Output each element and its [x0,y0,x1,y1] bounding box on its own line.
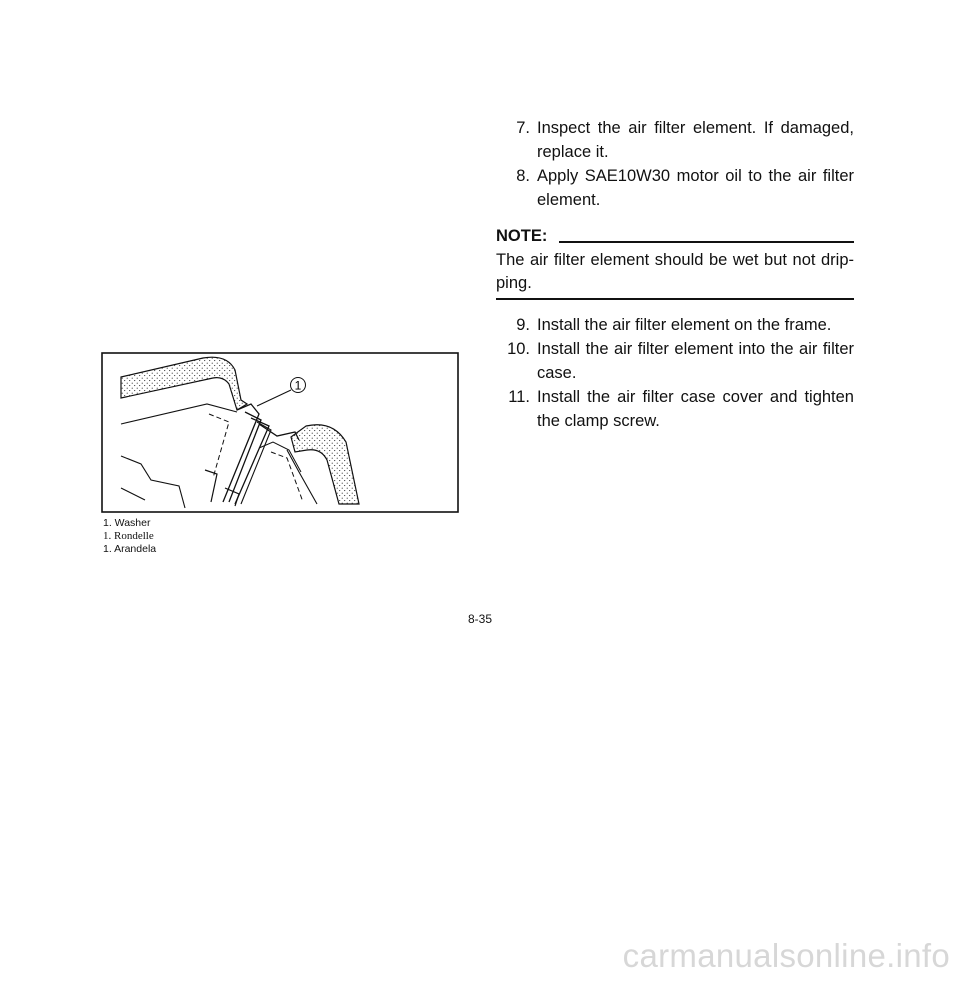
caption-spanish: 1. Arandela [103,543,157,555]
step-list-before-note [496,116,854,212]
step-number: 11. [508,388,530,406]
step-text: Install the air filter element on the frame. [537,316,832,334]
note-box [496,226,854,300]
note-bottom-rule [496,298,854,300]
step-text: Install the air filter case cover and tighten the clamp screw. [537,388,854,430]
note-top-rule [559,241,854,243]
step-item [496,116,854,164]
callout-number: 1 [294,378,302,393]
step-item [496,385,854,433]
watermark: carmanualsonline.info [622,937,950,974]
step-list-after-note [496,313,854,433]
step-item [496,337,854,385]
note-label: NOTE: [496,227,548,245]
page-number: 8-35 [467,612,493,626]
air-filter-washer-drawing [101,352,459,513]
step-number: 10. [507,340,530,358]
caption-french: 1. Rondelle [103,530,154,542]
caption-english: 1. Washer [103,517,151,529]
step-number: 7. [516,119,530,137]
note-text: The air filter element should be wet but not drip-ping. [496,251,854,292]
step-text: Inspect the air filter element. If damaged, replace it. [537,119,854,161]
step-item [496,164,854,212]
step-text: Apply SAE10W30 motor oil to the air filter element. [537,167,854,209]
step-item [496,313,854,337]
step-text: Install the air filter element into the air filter case. [537,340,854,382]
step-number: 9. [516,316,530,334]
step-number: 8. [516,167,530,185]
washer-illustration [101,352,459,513]
